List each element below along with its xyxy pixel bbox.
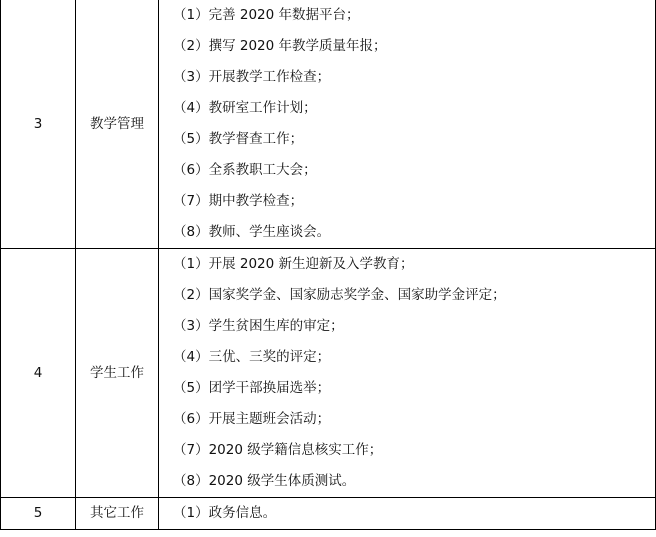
list-item: （2）撰写 2020 年教学质量年报；	[173, 38, 387, 54]
list-item: （5）团学干部换届选举；	[173, 380, 331, 396]
list-item: （3）学生贫困生库的审定；	[173, 318, 344, 334]
row-category: 其它工作	[76, 498, 159, 530]
list-item: （4）三优、三奖的评定；	[173, 349, 331, 365]
list-item: （8）2020 级学生体质测试。	[173, 473, 356, 489]
row-items	[159, 249, 656, 498]
list-item: （7）2020 级学籍信息核实工作；	[173, 442, 383, 458]
list-item: （1）政务信息。	[173, 505, 277, 521]
list-item: （6）全系教职工大会；	[173, 162, 317, 178]
list-item: （1）完善 2020 年数据平台；	[173, 7, 360, 23]
table-row	[1, 0, 656, 249]
list-item: （7）期中教学检查；	[173, 193, 304, 209]
row-items	[159, 498, 656, 530]
table-row	[1, 498, 656, 530]
row-number: 3	[1, 0, 76, 249]
list-item: （1）开展 2020 新生迎新及入学教育；	[173, 256, 414, 272]
row-category: 教学管理	[76, 0, 159, 249]
list-item: （6）开展主题班会活动；	[173, 411, 331, 427]
row-items	[159, 0, 656, 249]
row-number: 4	[1, 249, 76, 498]
list-item: （4）教研室工作计划；	[173, 100, 317, 116]
table-row	[1, 249, 656, 498]
list-item: （8）教师、学生座谈会。	[173, 224, 331, 240]
row-number: 5	[1, 498, 76, 530]
row-category: 学生工作	[76, 249, 159, 498]
list-item: （3）开展教学工作检查；	[173, 69, 331, 85]
list-item: （2）国家奖学金、国家励志奖学金、国家助学金评定；	[173, 287, 506, 303]
list-item: （5）教学督查工作；	[173, 131, 304, 147]
